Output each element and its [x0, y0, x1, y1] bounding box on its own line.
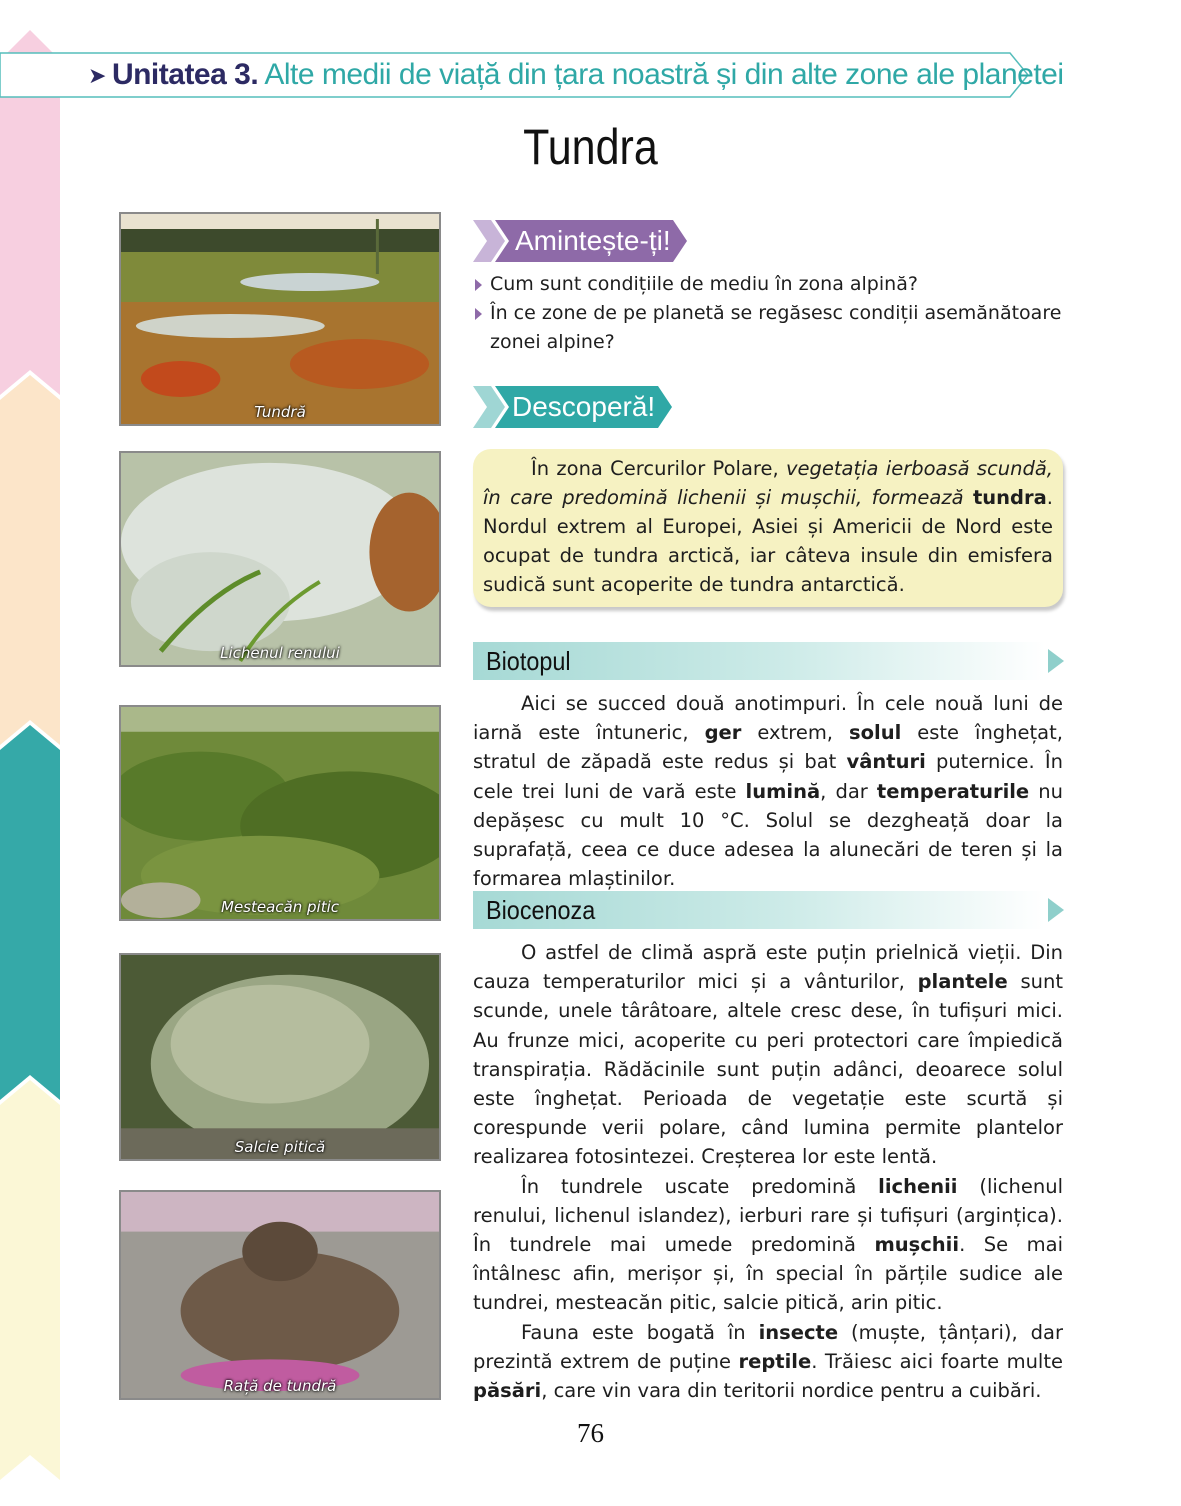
- paragraph: Fauna este bogată în insecte (muște, țânțari), dar prezintă extrem de puține reptile. Trăiesc aici foarte multe păsări, care vin vara din teritorii nordice pentru a cuibări.: [473, 1320, 1063, 1403]
- unit-header: [88, 53, 1064, 97]
- paragraph: O astfel de climă aspră este puțin prielnică vieții. Din cauza temperaturilor mici și a vânturilor, plantele sunt scunde, unele târâtoare, altele cresc dese, în tufișuri mici. Au frunze mici, acoperite cu peri protectori care împiedică transpirația. Rădăcinile sunt puțin adânci, deoarece solul este înghețat. Perioada de vegetație este scurtă și corespunde verii polare, când lumina permite plantelor realizarea fotosintezei. Creșterea lor este lentă.: [473, 941, 1063, 1169]
- list-item: În ce zone de pe planetă se regăsesc condiții asemănătoare zonei alpine?: [473, 299, 1065, 357]
- photo-caption: Tundră: [254, 403, 306, 421]
- photo-caption: Rață de tundră: [223, 1377, 337, 1395]
- remember-label: Amintește-ți!: [515, 225, 671, 256]
- photo-dwarf-birch: [119, 705, 441, 921]
- paragraph: În tundrele uscate predomină lichenii (lichenul renului, lichenul islandez), ierburi rare și tufișuri (argințica). În tundrele mai umede predomină mușchii. Se mai întâlnesc afin, merișor și, în special în părțile sudice ale tundrei, mesteacăn pitic, salcie pitică, arin pitic.: [473, 1174, 1063, 1315]
- page-title: Tundra: [523, 119, 658, 175]
- biocenoza-text: [473, 938, 1063, 1405]
- remember-questions: [473, 270, 1065, 357]
- unit-title: Alte medii de viață din țara noastră și din alte zone ale planetei: [264, 58, 1064, 91]
- biotop-title: Biotopul: [486, 646, 571, 676]
- photo-caption: Mesteacăn pitic: [221, 898, 339, 916]
- biotop-text: [473, 689, 1063, 893]
- photo-dwarf-willow: [119, 953, 441, 1161]
- photo-tundra: [119, 212, 441, 426]
- paragraph: Aici se succed două anotimpuri. În cele nouă luni de iarnă este întuneric, ger extrem, solul este înghețat, stratul de zăpadă este redus și bat vânturi puternice. În cele trei luni de vară este lumină, dar temperaturile nu depășesc cu mult 10 °C. Solul se dezgheață doar la suprafață, ceea ce duce adesea la alunecări de teren și la formarea mlaștinilor.: [473, 692, 1063, 891]
- list-item: Cum sunt condițiile de mediu în zona alpină?: [473, 270, 1065, 299]
- photo-tundra-duck: [119, 1190, 441, 1400]
- biocenoza-title: Biocenoza: [486, 895, 596, 925]
- chevron-right-icon: ➤: [88, 63, 106, 89]
- side-decoration: [0, 0, 60, 1506]
- page-number: 76: [577, 1418, 604, 1448]
- definition-text: În zona Cercurilor Polare, vegetația ierboasă scundă, în care predomină lichenii și mușchii, formează tundra. Nordul extrem al Europei, Asiei și Americii de Nord este ocupat de tundra arctică, iar câteva insule din emisfera sudică sunt acoperite de tundra antarctică.: [483, 457, 1054, 596]
- photo-caption: Salcie pitică: [234, 1138, 326, 1156]
- photo-reindeer-lichen: [119, 451, 441, 667]
- unit-number: Unitatea 3.: [111, 58, 259, 91]
- discover-label: Descoperă!: [512, 391, 656, 422]
- bullet-icon: [475, 308, 482, 320]
- photo-caption: Lichenul renului: [220, 644, 340, 662]
- bullet-icon: [475, 279, 482, 291]
